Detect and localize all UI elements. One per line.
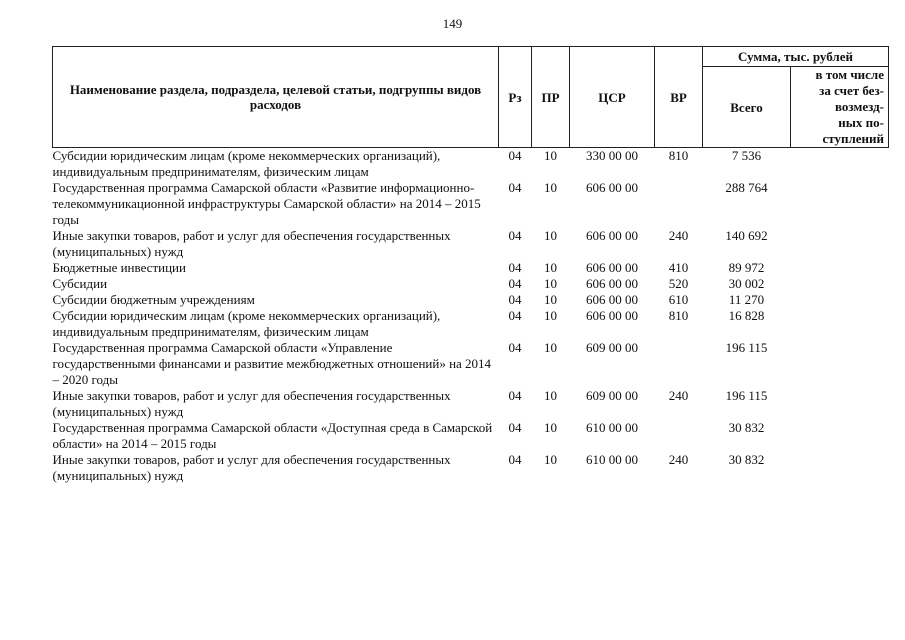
row-csr: 606 00 00 (586, 276, 638, 291)
row-rz: 04 (508, 292, 522, 307)
row-name: Субсидии юридическим лицам (кроме некоммерческих организаций), индивидуальным предпринимателям, физическим лицам (52, 148, 441, 179)
header-csr: ЦСР (570, 47, 655, 148)
row-name: Субсидии (52, 276, 108, 291)
row-name: Иные закупки товаров, работ и услуг для обеспечения государственных (муниципальных) нужд (52, 452, 451, 483)
header-incl-line: возмезд- (835, 99, 884, 114)
row-incl (791, 148, 889, 181)
row-incl (791, 292, 889, 308)
row-csr: 606 00 00 (586, 228, 638, 243)
table-row (53, 260, 889, 276)
row-incl (791, 340, 889, 388)
table-row (53, 388, 889, 420)
row-rz: 04 (508, 452, 522, 467)
row-vr (655, 340, 703, 388)
row-pr: 10 (544, 452, 557, 467)
row-rz: 04 (508, 276, 522, 291)
row-pr: 10 (544, 228, 557, 243)
table-row (53, 420, 889, 452)
row-rz: 04 (508, 388, 522, 403)
row-csr: 606 00 00 (586, 308, 638, 323)
row-pr: 10 (544, 420, 557, 435)
row-vr: 610 (668, 292, 689, 307)
row-pr: 10 (544, 180, 557, 195)
row-csr: 606 00 00 (586, 260, 638, 275)
row-vr (655, 180, 703, 228)
row-rz: 04 (508, 308, 522, 323)
header-total: Всего (703, 67, 791, 148)
row-incl (791, 308, 889, 340)
row-pr: 10 (544, 276, 557, 291)
row-name: Государственная программа Самарской области «Управление государственными финансами и развитие межбюджетных отношений» на 2014 – 2020 годы (52, 340, 492, 387)
table-row (53, 292, 889, 308)
row-total: 30 832 (728, 420, 765, 435)
table-row (53, 452, 889, 484)
row-incl (791, 260, 889, 276)
row-pr: 10 (544, 340, 557, 355)
row-incl (791, 388, 889, 420)
row-pr: 10 (544, 148, 557, 163)
row-csr: 609 00 00 (586, 340, 638, 355)
row-vr: 410 (668, 260, 689, 275)
row-csr: 609 00 00 (586, 388, 638, 403)
row-rz: 04 (508, 340, 522, 355)
header-incl-line: за счет без- (819, 83, 884, 98)
table-row (53, 276, 889, 292)
row-name: Субсидии бюджетным учреждениям (52, 292, 255, 307)
row-vr: 810 (668, 308, 689, 323)
row-pr: 10 (544, 292, 557, 307)
row-rz: 04 (508, 420, 522, 435)
table-row (53, 308, 889, 340)
row-total: 89 972 (728, 260, 765, 275)
row-name: Иные закупки товаров, работ и услуг для обеспечения государственных (муниципальных) нужд (52, 388, 451, 419)
header-sum: Сумма, тыс. рублей (703, 47, 889, 67)
row-total: 196 115 (725, 340, 768, 355)
row-name: Государственная программа Самарской области «Доступная среда в Самарской области» на 2014 – 2015 годы (52, 420, 493, 451)
table-row (53, 340, 889, 388)
header-incl-line: ных по- (838, 115, 884, 130)
row-name: Государственная программа Самарской области «Развитие информационно-телекоммуникационной инфраструктуры Самарской области» на 2014 – 2015 годы (52, 180, 481, 227)
row-total: 16 828 (728, 308, 765, 323)
row-name: Иные закупки товаров, работ и услуг для обеспечения государственных (муниципальных) нужд (52, 228, 451, 259)
table-row (53, 228, 889, 260)
row-vr: 810 (668, 148, 689, 163)
row-vr: 240 (668, 388, 689, 403)
row-total: 30 002 (728, 276, 765, 291)
row-total: 7 536 (731, 148, 762, 163)
row-rz: 04 (508, 260, 522, 275)
row-csr: 606 00 00 (586, 180, 638, 195)
row-pr: 10 (544, 308, 557, 323)
row-vr (655, 420, 703, 452)
header-name: Наименование раздела, подраздела, целевой статьи, подгруппы видов расходов (53, 47, 499, 148)
row-pr: 10 (544, 388, 557, 403)
header-incl (791, 67, 889, 148)
row-incl (791, 180, 889, 228)
table-body (53, 148, 889, 485)
row-incl (791, 228, 889, 260)
row-name: Бюджетные инвестиции (52, 260, 186, 275)
row-total: 196 115 (725, 388, 768, 403)
row-rz: 04 (508, 148, 522, 163)
row-total: 11 270 (728, 292, 765, 307)
header-incl-line: в том числе (815, 67, 884, 82)
header-incl-line: ступлений (822, 131, 884, 146)
table-row (53, 180, 889, 228)
row-vr: 240 (668, 228, 689, 243)
row-name: Субсидии юридическим лицам (кроме некоммерческих организаций), индивидуальным предпринимателям, физическим лицам (52, 308, 441, 339)
header-vr: ВР (655, 47, 703, 148)
page-number: 149 (442, 16, 463, 31)
header-pr: ПР (532, 47, 570, 148)
table-header (53, 47, 889, 148)
row-incl (791, 452, 889, 484)
row-incl (791, 420, 889, 452)
row-vr: 240 (668, 452, 689, 467)
row-rz: 04 (508, 180, 522, 195)
header-rz: Рз (499, 47, 532, 148)
row-vr: 520 (668, 276, 689, 291)
row-total: 288 764 (725, 180, 768, 195)
row-incl (791, 276, 889, 292)
budget-table (52, 46, 889, 484)
row-rz: 04 (508, 228, 522, 243)
row-csr: 610 00 00 (586, 452, 638, 467)
row-total: 140 692 (725, 228, 768, 243)
row-csr: 330 00 00 (586, 148, 638, 163)
row-total: 30 832 (728, 452, 765, 467)
row-csr: 610 00 00 (586, 420, 638, 435)
row-csr: 606 00 00 (586, 292, 638, 307)
table-row (53, 148, 889, 181)
row-pr: 10 (544, 260, 557, 275)
